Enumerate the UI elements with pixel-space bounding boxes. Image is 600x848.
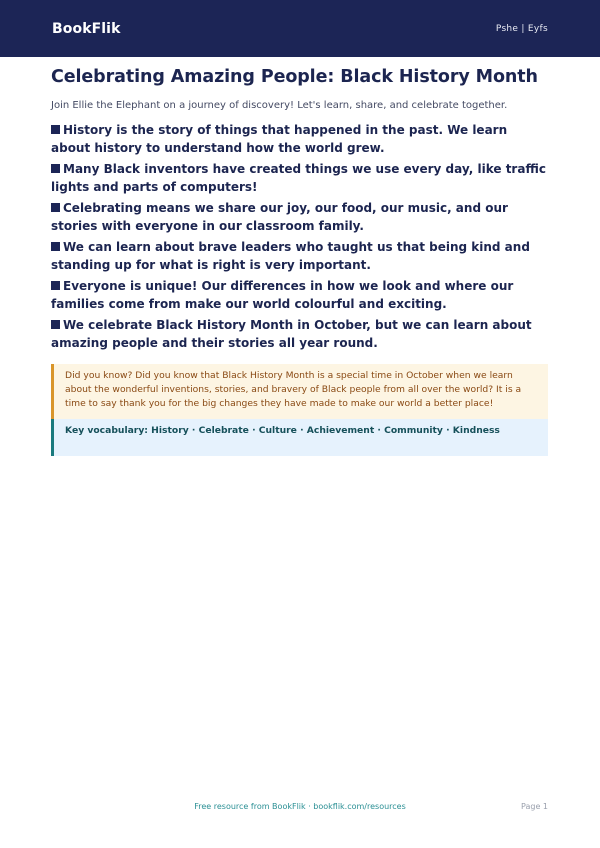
key-point-item: [51, 122, 548, 157]
key-point-text: We celebrate Black History Month in October, but we can learn about amazing people and their stories all year round.: [51, 318, 532, 350]
key-point-item: [51, 161, 548, 196]
square-bullet-icon: [51, 125, 60, 134]
square-bullet-icon: [51, 320, 60, 329]
key-point-text: Celebrating means we share our joy, our food, our music, and our stories with everyone in our classroom family.: [51, 201, 508, 233]
square-bullet-icon: [51, 203, 60, 212]
main-content: [51, 64, 548, 456]
brand-logo[interactable]: BookFlik: [52, 20, 121, 37]
site-header: [0, 0, 600, 57]
key-point-item: [51, 317, 548, 352]
footer-resource-link[interactable]: Free resource from BookFlik · bookflik.com/resources: [194, 802, 406, 811]
page-number: Page 1: [521, 802, 548, 811]
did-you-know-callout: Did you know? Did you know that Black History Month is a special time in October when we learn about the wonderful inventions, stories, and bravery of Black people from all over the world? It is a time to say thank you for the big changes they have made to make our world a better place!: [51, 364, 548, 419]
breadcrumb: Pshe | Eyfs: [495, 23, 548, 34]
key-vocabulary-box: Key vocabulary: History · Celebrate · Culture · Achievement · Community · Kindness: [51, 419, 548, 456]
key-point-item: [51, 200, 548, 235]
key-point-text: Everyone is unique! Our differences in how we look and where our families come from make our world colourful and exciting.: [51, 279, 514, 311]
key-point-text: Many Black inventors have created things we use every day, like traffic lights and parts of computers!: [51, 162, 546, 194]
square-bullet-icon: [51, 242, 60, 251]
key-point-item: [51, 278, 548, 313]
intro-text: Join Ellie the Elephant on a journey of discovery! Let's learn, share, and celebrate together.: [51, 100, 508, 111]
key-point-text: History is the story of things that happened in the past. We learn about history to understand how the world grew.: [51, 123, 508, 155]
key-point-text: We can learn about brave leaders who taught us that being kind and standing up for what is right is very important.: [51, 240, 530, 272]
page-title: Celebrating Amazing People: Black History Month: [51, 67, 538, 87]
square-bullet-icon: [51, 164, 60, 173]
key-points-list: [51, 122, 548, 352]
key-point-item: [51, 239, 548, 274]
square-bullet-icon: [51, 281, 60, 290]
